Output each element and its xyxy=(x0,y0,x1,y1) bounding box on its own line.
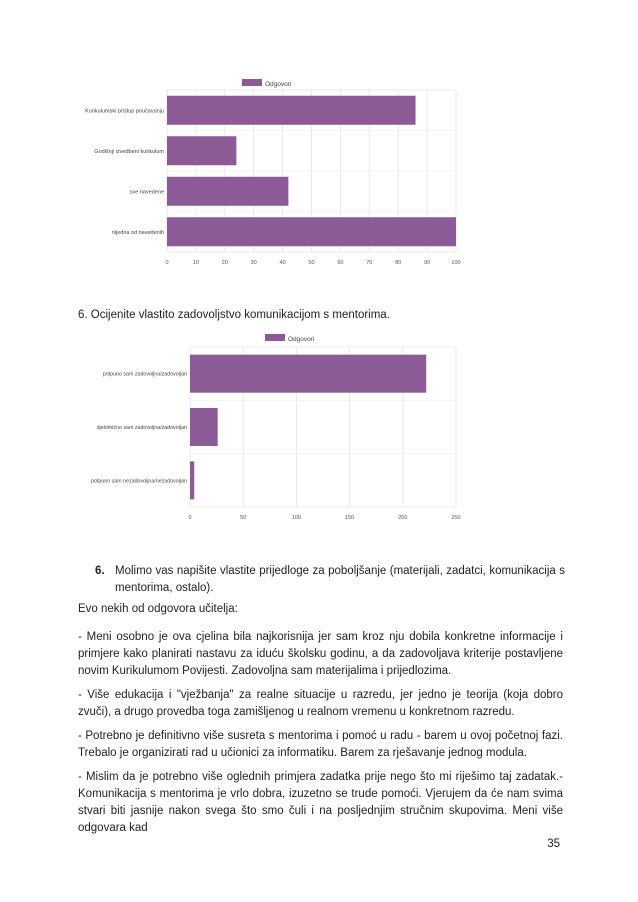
legend-swatch xyxy=(265,334,285,341)
category-label: Godišnji izvedbeni kurikulum xyxy=(94,148,164,155)
x-tick-label: 80 xyxy=(395,260,402,266)
answer-paragraph: - Više edukacija i "vježbanja" za realne situacije u razredu, jer jedno je teorija (koja dobro zvuči), a drugo provedba toga zamišljenog u realnom vremenu u konkretnom razredu. xyxy=(78,689,563,718)
x-tick-label: 60 xyxy=(337,260,344,266)
question-number: 6. xyxy=(95,565,105,577)
category-label: djelomično sam zadovoljna/zadovoljan xyxy=(96,425,187,431)
category-label: potpuno sam zadovoljna/zadovoljan xyxy=(102,371,187,378)
answers-intro: Evo nekih od odgovora učitelja: xyxy=(78,603,238,615)
x-tick-label: 100 xyxy=(291,515,301,521)
chart-mentor-satisfaction xyxy=(72,330,472,525)
x-tick-label: 250 xyxy=(451,515,461,521)
x-tick-label: 50 xyxy=(308,260,315,266)
chart-1-svg xyxy=(60,75,470,270)
chart-curriculum xyxy=(60,75,470,270)
category-label: Kurikulumski pristup poučavanju xyxy=(85,108,164,115)
question-6-title: 6. Ocijenite vlastito zadovoljstvo komunikacijom s mentorima. xyxy=(78,309,390,321)
legend-swatch xyxy=(242,79,262,86)
x-tick-label: 0 xyxy=(165,260,169,266)
x-tick-label: 20 xyxy=(221,260,228,266)
chart-2-svg xyxy=(72,330,472,525)
x-tick-label: 100 xyxy=(451,260,461,266)
question-6-suggestions xyxy=(95,563,565,597)
x-tick-label: 10 xyxy=(192,260,199,266)
x-tick-label: 0 xyxy=(188,515,192,521)
page-number: 35 xyxy=(547,838,560,850)
category-label: sve navedene xyxy=(129,189,164,196)
bar xyxy=(167,136,236,165)
x-tick-label: 70 xyxy=(366,260,373,266)
x-tick-label: 40 xyxy=(279,260,286,266)
bar xyxy=(167,96,416,125)
legend-label: Odgovori xyxy=(265,81,292,88)
category-label: potpuno sam nezadovoljna/nezadovoljan xyxy=(90,478,187,485)
legend-label: Odgovori xyxy=(288,336,315,343)
category-label: nijedna od navedenih xyxy=(111,229,164,236)
bar xyxy=(190,461,194,499)
x-tick-label: 90 xyxy=(424,260,431,266)
bar xyxy=(190,408,218,446)
answer-paragraph: - Mislim da je potrebno više oglednih primjera zadatka prije nego što mi riješimo taj zadatak.- Komunikacija s mentorima je vrlo dobra, izuzetno se trude pomoći. Vjerujem da će nam svima stvari biti jasnije nakon svega što smo čuli i na posljednjim stručnim skupovima. Meni više odgovara kad xyxy=(78,771,563,834)
question-text: Molimo vas napišite vlastite prijedloge za poboljšanje (materijali, zadatci, komunikacija s mentorima, ostalo). xyxy=(115,565,565,594)
bar xyxy=(167,177,288,206)
x-tick-label: 200 xyxy=(398,515,408,521)
x-tick-label: 150 xyxy=(345,515,355,521)
x-tick-label: 30 xyxy=(250,260,257,266)
bar xyxy=(167,217,456,246)
x-tick-label: 50 xyxy=(240,515,247,521)
answer-paragraph: - Meni osobno je ova cjelina bila najkorisnija jer sam kroz nju dobila konkretne informacije i primjere kako planirati nastavu za iduću školsku godinu, a da zadovoljava kriterije postavljene novim Kurikulumom Povijesti. Zadovoljna sam materijalima i prijedlozima. xyxy=(78,631,563,677)
answer-paragraph: - Potrebno je definitivno više susreta s mentorima i pomoć u radu - barem u ovoj početnoj fazi. Trebalo je organizirati rad u učionici za informatiku. Barem za rješavanje jednog modula. xyxy=(78,730,563,759)
bar xyxy=(190,355,426,393)
